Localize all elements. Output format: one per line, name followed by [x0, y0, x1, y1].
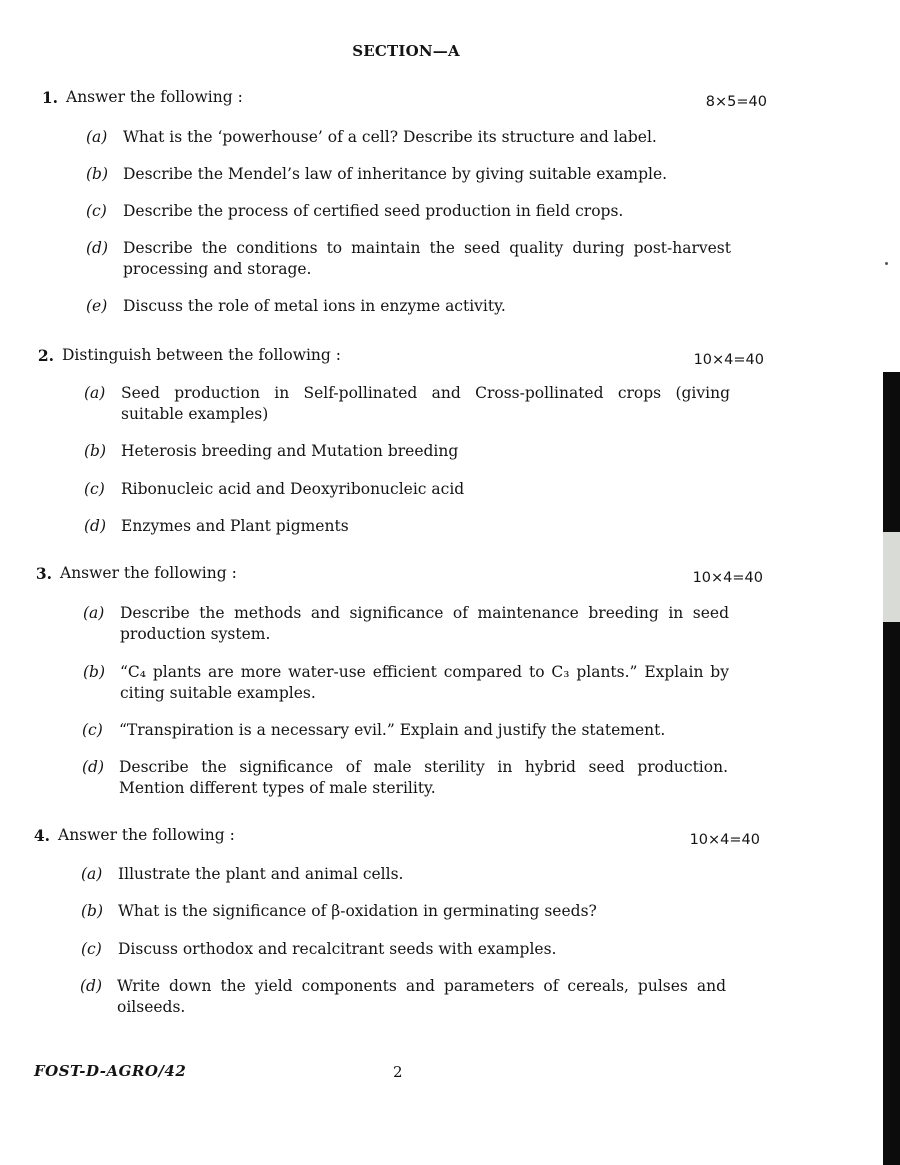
part-label: (a): [86, 128, 108, 146]
question-1c: [86, 201, 731, 222]
part-text: Describe the methods and significance of maintenance breeding in seed production system.: [120, 604, 729, 643]
part-text: Describe the significance of male sterility in hybrid seed production. Mention different types of male sterility.: [119, 758, 728, 797]
question-number: 2.: [37, 346, 54, 365]
question-prompt: Answer the following :: [66, 88, 243, 106]
part-label: (b): [84, 442, 107, 460]
question-1e: [86, 296, 731, 317]
question-3a: [83, 603, 729, 645]
part-text: What is the significance of β-oxidation in germinating seeds?: [118, 902, 597, 920]
paper-code: FOST-D-AGRO/42: [34, 1062, 187, 1080]
part-label: (d): [84, 517, 107, 535]
question-marks: 10×4=40: [693, 352, 764, 368]
question-marks: 8×5=40: [705, 94, 767, 110]
part-label: (d): [86, 239, 109, 257]
question-1d: [86, 238, 731, 280]
question-2-header: [30, 346, 764, 366]
question-2b: [84, 441, 730, 462]
scan-edge-light: [883, 532, 900, 622]
scan-edge-shadow: [883, 372, 900, 532]
part-label: (d): [82, 758, 105, 776]
part-text: Ribonucleic acid and Deoxyribonucleic acid: [121, 480, 465, 498]
question-4d: [80, 976, 726, 1018]
part-label: (c): [81, 940, 102, 958]
question-2d: [84, 516, 730, 537]
part-label: (c): [84, 480, 105, 498]
question-marks: 10×4=40: [689, 832, 760, 848]
part-label: (b): [83, 663, 106, 681]
question-prompt: Answer the following :: [60, 564, 237, 582]
question-marks: 10×4=40: [692, 570, 763, 586]
part-text: “C₄ plants are more water-use efficient compared to C₃ plants.” Explain by citing suitable examples.: [120, 663, 729, 702]
part-label: (c): [86, 202, 107, 220]
part-text: Describe the Mendel’s law of inheritance by giving suitable example.: [123, 165, 668, 183]
scan-speck: [885, 262, 888, 265]
page-number: 2: [393, 1063, 403, 1081]
question-4b: [81, 901, 727, 922]
question-4a: [81, 864, 727, 885]
part-text: Describe the process of certified seed production in field crops.: [123, 202, 624, 220]
part-text: Illustrate the plant and animal cells.: [118, 865, 404, 883]
question-2a: [84, 383, 730, 425]
part-label: (a): [84, 384, 106, 402]
part-label: (d): [80, 977, 103, 995]
part-label: (b): [86, 165, 109, 183]
question-3-header: [28, 564, 763, 584]
part-label: (e): [86, 297, 108, 315]
question-number: 3.: [35, 564, 52, 583]
part-label: (a): [81, 865, 103, 883]
question-prompt: Answer the following :: [58, 826, 235, 844]
part-text: Write down the yield components and parameters of cereals, pulses and oilseeds.: [117, 977, 726, 1016]
part-text: Discuss the role of metal ions in enzyme activity.: [123, 297, 506, 315]
scan-edge-shadow-lower: [883, 622, 900, 1165]
question-3c: [82, 720, 728, 741]
question-3b: [83, 662, 729, 704]
part-text: Enzymes and Plant pigments: [121, 517, 349, 535]
question-number: 1.: [41, 88, 58, 107]
part-text: Discuss orthodox and recalcitrant seeds with examples.: [118, 940, 557, 958]
part-text: “Transpiration is a necessary evil.” Explain and justify the statement.: [119, 721, 666, 739]
part-label: (b): [81, 902, 104, 920]
question-prompt: Distinguish between the following :: [62, 346, 341, 364]
question-1-header: [34, 88, 767, 108]
question-1a: [86, 127, 731, 148]
part-text: Heterosis breeding and Mutation breeding: [121, 442, 459, 460]
part-label: (c): [82, 721, 103, 739]
question-1b: [86, 164, 731, 185]
question-3d: [82, 757, 728, 799]
part-label: (a): [83, 604, 105, 622]
question-number: 4.: [33, 826, 50, 845]
question-2c: [84, 479, 730, 500]
question-4-header: [26, 826, 760, 846]
part-text: What is the ‘powerhouse’ of a cell? Describe its structure and label.: [123, 128, 657, 146]
section-title: SECTION—A: [352, 42, 460, 60]
question-4c: [81, 939, 727, 960]
part-text: Seed production in Self-pollinated and Cross-pollinated crops (giving suitable examples): [121, 384, 730, 423]
part-text: Describe the conditions to maintain the seed quality during post-harvest processing and storage.: [123, 239, 731, 278]
